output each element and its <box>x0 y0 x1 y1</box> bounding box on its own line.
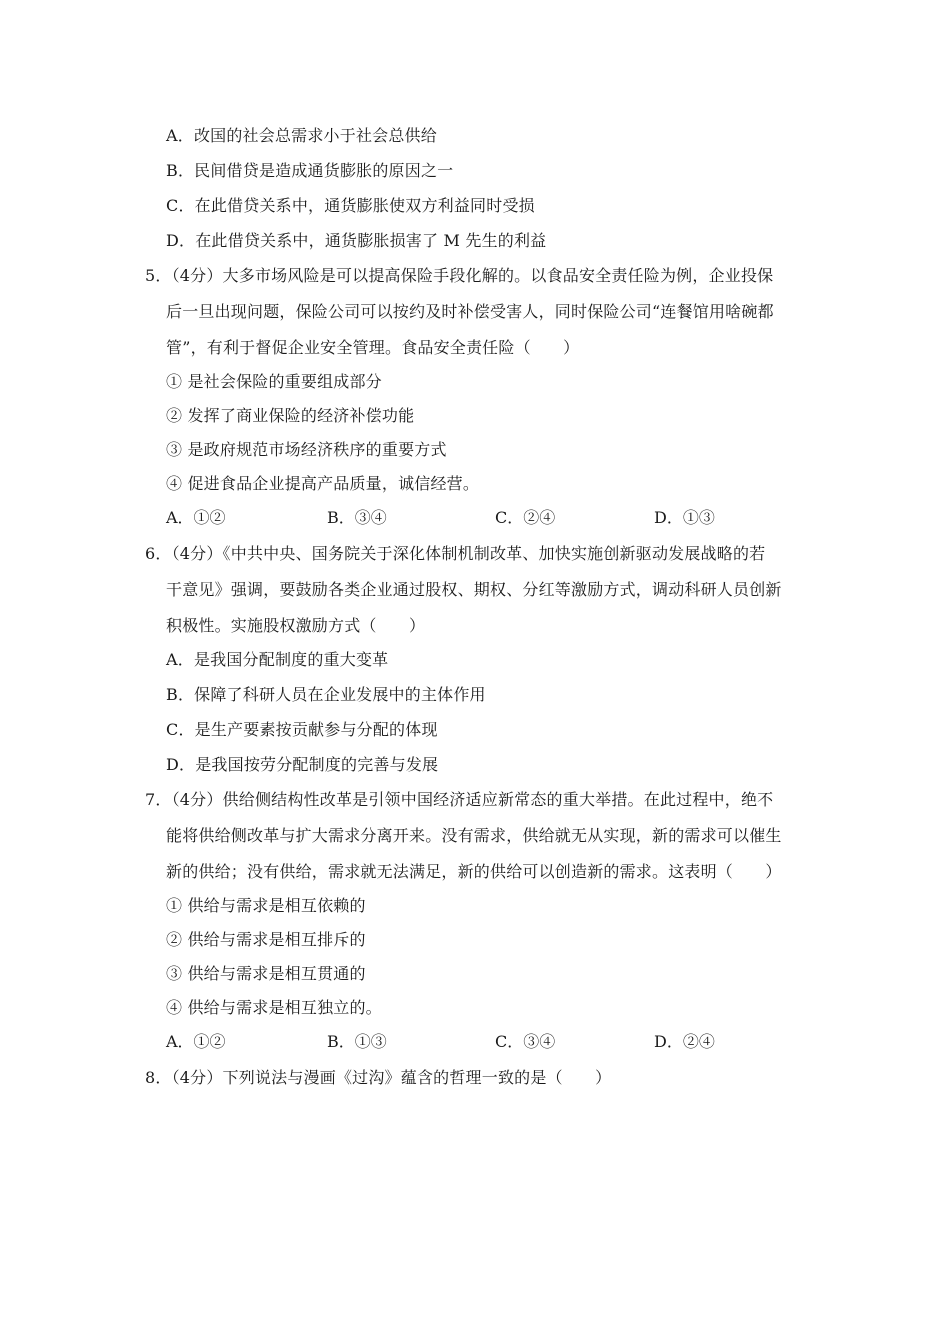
q7-stem-line-1: 7．（4分）供给侧结构性改革是引领中国经济适应新常态的重大举措。在此过程中，绝不 <box>145 790 774 809</box>
q5-item-3: ③ 是政府规范市场经济秩序的重要方式 <box>166 440 447 459</box>
q6-option-c: C．是生产要素按贡献参与分配的体现 <box>166 720 438 739</box>
q6-option-b: B．保障了科研人员在企业发展中的主体作用 <box>166 685 486 704</box>
q7-stem-line-3: 新的供给；没有供给，需求就无法满足，新的供给可以创造新的需求。这表明（ ） <box>166 862 782 881</box>
q7-option-c: C．③④ <box>495 1032 556 1051</box>
q5-item-1: ① 是社会保险的重要组成部分 <box>166 372 382 391</box>
q7-stem-line-2: 能将供给侧改革与扩大需求分离开来。没有需求，供给就无从实现，新的需求可以催生 <box>166 826 782 845</box>
q8-stem-line-1: 8．（4分）下列说法与漫画《过沟》蕴含的哲理一致的是（ ） <box>145 1068 612 1087</box>
q5-stem-line-2: 后一旦出现问题，保险公司可以按约及时补偿受害人，同时保险公司“连餐馆用啥碗都 <box>166 302 774 321</box>
q7-option-d: D．②④ <box>654 1032 715 1051</box>
q7-item-4: ④ 供给与需求是相互独立的。 <box>166 998 382 1017</box>
q7-option-b: B．①③ <box>327 1032 387 1051</box>
q5-item-2: ② 发挥了商业保险的经济补偿功能 <box>166 406 415 425</box>
q6-stem-line-1: 6．（4分）《中共中央、国务院关于深化体制机制改革、加快实施创新驱动发展战略的若 <box>145 544 766 563</box>
q7-item-1: ① 供给与需求是相互依赖的 <box>166 896 366 915</box>
q5-stem-line-1: 5．（4分）大多市场风险是可以提高保险手段化解的。以食品安全责任险为例，企业投保 <box>145 266 774 285</box>
q5-stem-line-3: 管”，有利于督促企业安全管理。食品安全责任险（ ） <box>166 338 580 357</box>
q5-item-4: ④ 促进食品企业提高产品质量，诚信经营。 <box>166 474 480 493</box>
q4-option-a: A．改国的社会总需求小于社会总供给 <box>166 126 437 145</box>
q4-option-b: B．民间借贷是造成通货膨胀的原因之一 <box>166 161 454 180</box>
q6-option-d: D．是我国按劳分配制度的完善与发展 <box>166 755 439 774</box>
q6-option-a: A．是我国分配制度的重大变革 <box>166 650 389 669</box>
q7-item-2: ② 供给与需求是相互排斥的 <box>166 930 366 949</box>
q7-item-3: ③ 供给与需求是相互贯通的 <box>166 964 366 983</box>
q6-stem-line-2: 干意见》强调，要鼓励各类企业通过股权、期权、分红等激励方式，调动科研人员创新 <box>166 580 782 599</box>
q4-option-d: D．在此借贷关系中，通货膨胀损害了 M 先生的利益 <box>166 231 547 250</box>
q5-option-c: C．②④ <box>495 508 556 527</box>
q7-option-a: A．①② <box>166 1032 226 1051</box>
q4-option-c: C．在此借贷关系中，通货膨胀使双方利益同时受损 <box>166 196 535 215</box>
q5-option-b: B．③④ <box>327 508 387 527</box>
q5-option-a: A．①② <box>166 508 226 527</box>
q6-stem-line-3: 积极性。实施股权激励方式（ ） <box>166 616 426 635</box>
q5-option-d: D．①③ <box>654 508 715 527</box>
